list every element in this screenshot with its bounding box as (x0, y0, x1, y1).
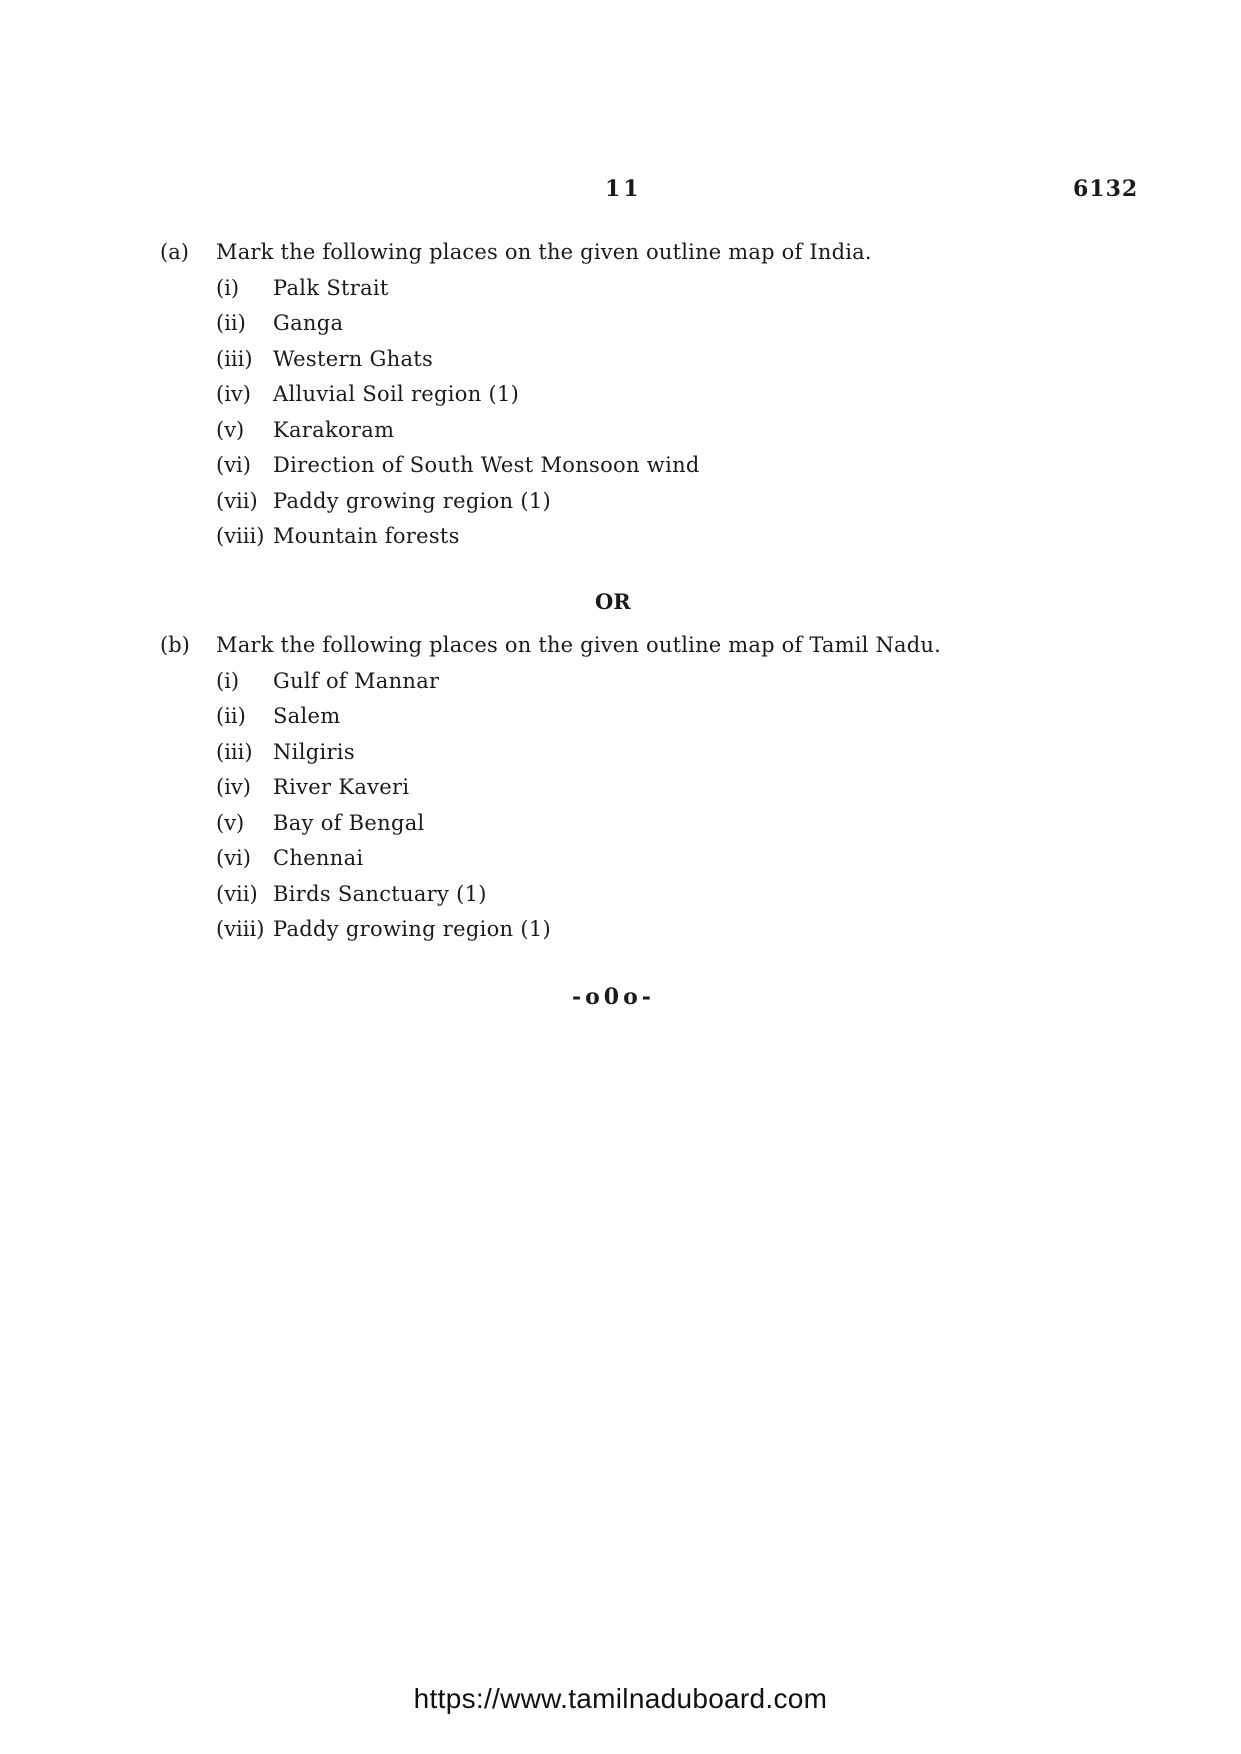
list-item (216, 306, 872, 342)
item-number: (ii) (216, 311, 246, 336)
or-divider: OR (595, 589, 631, 614)
list-item (216, 734, 941, 770)
item-text: Palk Strait (273, 275, 389, 300)
question-a-items (216, 270, 872, 554)
item-number: (i) (216, 275, 240, 300)
item-text: Mountain forests (273, 524, 460, 549)
item-text: Paddy growing region (1) (273, 488, 552, 513)
item-number: (viii) (216, 917, 265, 942)
item-text: Paddy growing region (1) (273, 917, 552, 942)
item-text: Bay of Bengal (273, 810, 425, 835)
item-number: (v) (216, 417, 245, 442)
question-b-label: (b) (160, 633, 190, 657)
question-a (160, 234, 872, 554)
item-number: (vi) (216, 453, 251, 478)
list-item (216, 876, 941, 912)
question-b-prompt: Mark the following places on the given outline map of Tamil Nadu. (216, 633, 942, 657)
question-a-heading (160, 234, 872, 270)
item-text: Gulf of Mannar (273, 668, 440, 693)
question-a-label: (a) (160, 240, 189, 264)
list-item (216, 270, 872, 306)
question-a-prompt: Mark the following places on the given outline map of India. (216, 240, 872, 264)
item-number: (iv) (216, 775, 251, 800)
list-item (216, 770, 941, 806)
list-item (216, 448, 872, 484)
item-number: (iii) (216, 739, 253, 764)
item-number: (v) (216, 810, 245, 835)
item-number: (iv) (216, 382, 251, 407)
item-number: (vii) (216, 488, 258, 513)
item-text: Nilgiris (273, 739, 355, 764)
list-item (216, 341, 872, 377)
question-b-heading (160, 627, 941, 663)
item-text: Salem (273, 704, 341, 729)
list-item (216, 519, 872, 555)
list-item (216, 841, 941, 877)
question-b-items (216, 663, 941, 947)
list-item (216, 912, 941, 948)
list-item (216, 805, 941, 841)
item-text: Chennai (273, 846, 364, 871)
item-number: (vi) (216, 846, 251, 871)
item-number: (vii) (216, 881, 258, 906)
item-text: Karakoram (273, 417, 395, 442)
end-of-paper-mark: -o0o- (572, 984, 655, 1010)
list-item (216, 377, 872, 413)
item-text: Western Ghats (273, 346, 434, 371)
footer-url: https://www.tamilnaduboard.com (413, 1683, 828, 1714)
item-number: (ii) (216, 704, 246, 729)
item-text: Direction of South West Monsoon wind (273, 453, 700, 478)
list-item (216, 699, 941, 735)
item-text: Alluvial Soil region (1) (273, 382, 520, 407)
item-number: (iii) (216, 346, 253, 371)
list-item (216, 663, 941, 699)
paper-code: 6132 (1073, 176, 1139, 202)
list-item (216, 412, 872, 448)
item-number: (i) (216, 668, 240, 693)
list-item (216, 483, 872, 519)
item-text: River Kaveri (273, 775, 410, 800)
item-number: (viii) (216, 524, 265, 549)
item-text: Ganga (273, 311, 344, 336)
page-number: 11 (605, 176, 642, 202)
item-text: Birds Sanctuary (1) (273, 881, 487, 906)
question-b (160, 627, 941, 947)
